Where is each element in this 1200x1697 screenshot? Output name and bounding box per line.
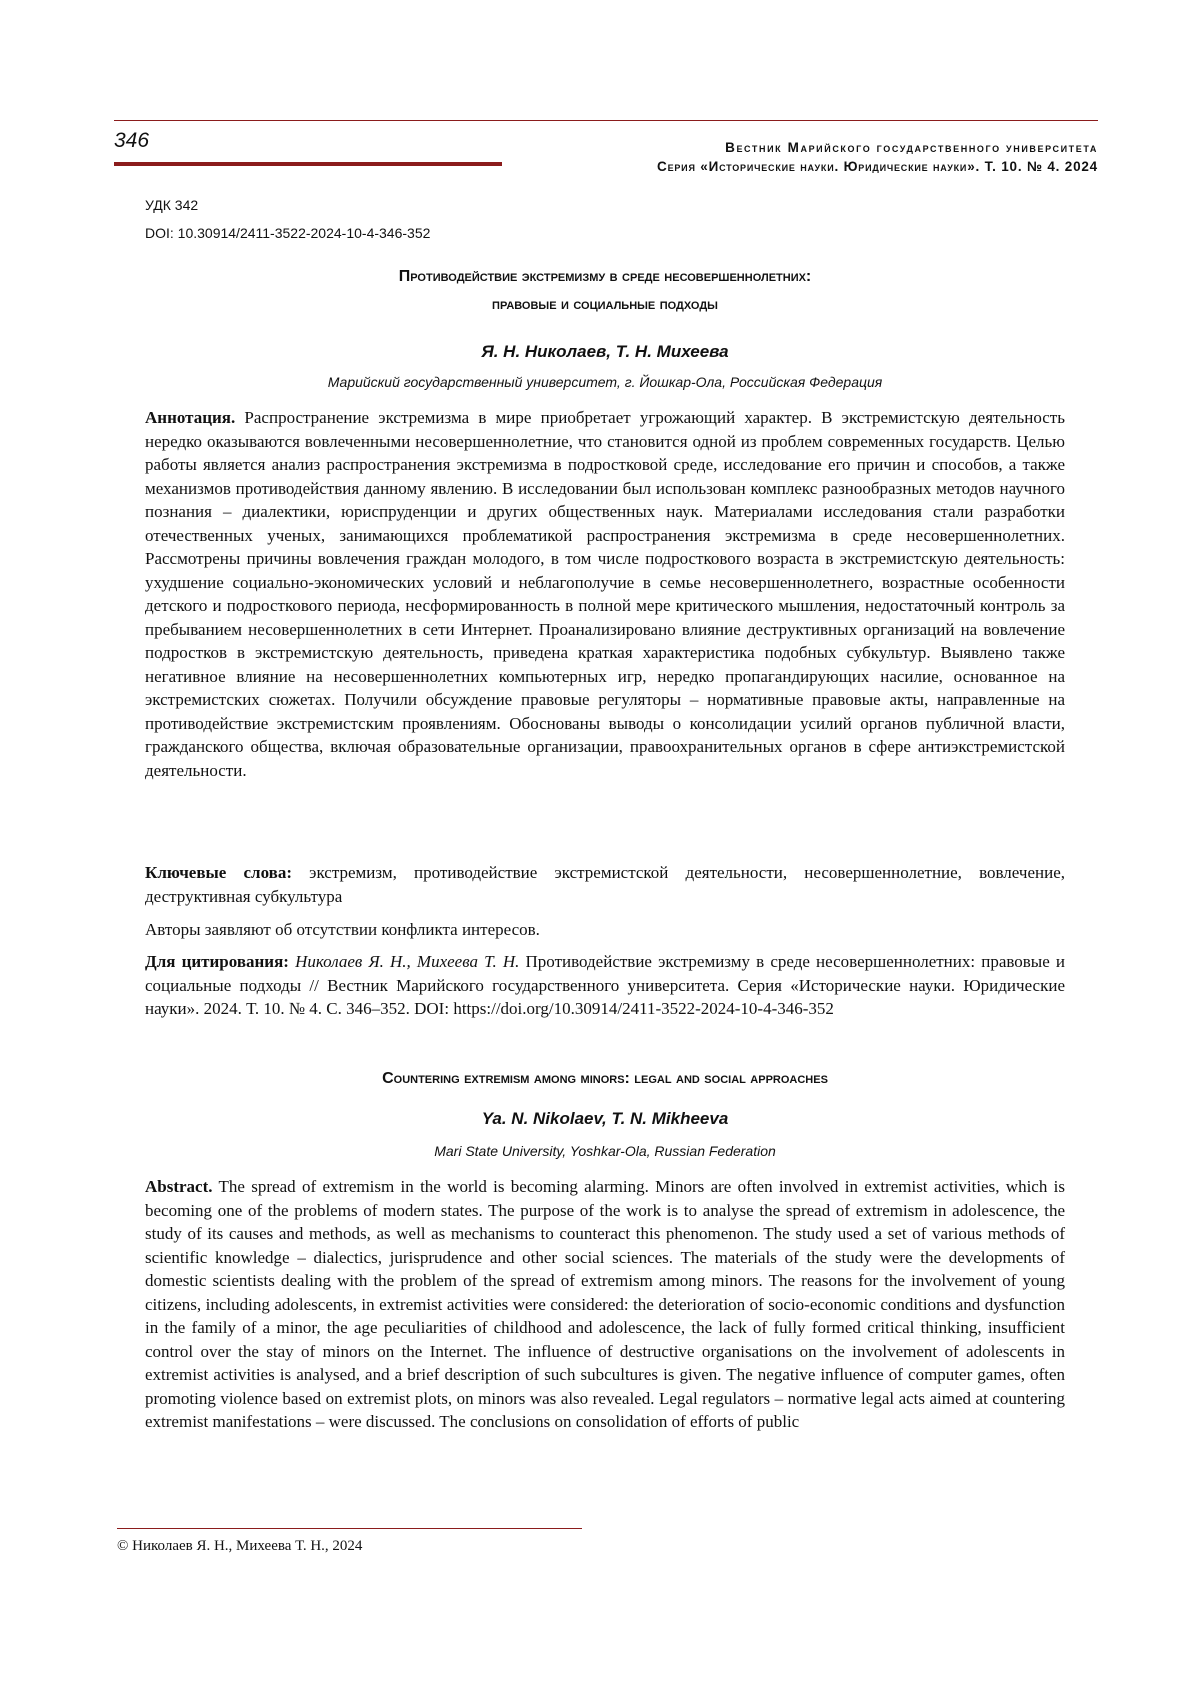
ru-citation-text: Противодействие экстремизму в среде несовершеннолетних: правовые и социальные подходы // Вестник Марийского государственного университета. Серия «Исторические науки. Юридические науки». 2024. Т. 10. № 4. С. 346–352. DOI: https://doi.org/10.30914/2411-3522-2024-10-4-346-352 <box>145 952 1066 1018</box>
en-abstract-label: Abstract. <box>145 1177 213 1196</box>
ru-citation-authors: Николаев Я. Н., Михеева Т. Н. <box>288 952 520 971</box>
doi: DOI: 10.30914/2411-3522-2024-10-4-346-352 <box>145 225 431 241</box>
en-abstract <box>145 1175 1065 1434</box>
page-number: 346 <box>114 129 150 152</box>
ru-conflict-statement: Авторы заявляют об отсутствии конфликта интересов. <box>145 920 540 939</box>
footnote-rule <box>117 1528 582 1529</box>
header-rule <box>114 120 1098 121</box>
copyright-notice: © Николаев Я. Н., Михеева Т. Н., 2024 <box>117 1538 363 1554</box>
ru-citation <box>145 950 1065 1021</box>
ru-keywords-text: экстремизм, противодействие экстремистской деятельности, несовершеннолетние, вовлечение, деструктивная субкультура <box>145 863 1065 906</box>
ru-title-line1: Противодействие экстремизму в среде несовершеннолетних: <box>398 268 812 285</box>
ru-keywords <box>145 861 1065 908</box>
journal-series: Серия «Исторические науки. Юридические науки». Т. 10. № 4. 2024 <box>657 159 1098 174</box>
ru-affiliation: Марийский государственный университет, г. Йошкар-Ола, Российская Федерация <box>327 374 883 390</box>
ru-citation-label: Для цитирования: <box>145 952 289 971</box>
udk-code: УДК 342 <box>145 197 199 213</box>
ru-title-line2: правовые и социальные подходы <box>492 296 718 313</box>
ru-abstract <box>145 406 1065 782</box>
en-abstract-text: The spread of extremism in the world is becoming alarming. Minors are often involved in extremist activities, which is becoming one of the problems of modern states. The purpose of the work is to analyse the spread of extremism in adolescence, the study of its causes and methods, as well as mechanisms to counteract this phenomenon. The study used a set of various methods of scientific knowledge – dialectics, jurisprudence and other social sciences. The materials of the study were the developments of domestic scientists dealing with the problem of the spread of extremism among minors. The reasons for the involvement of young citizens, including adolescents, in extremist activities were considered: the deterioration of socio-economic conditions and dysfunction in the family of a minor, the age peculiarities of childhood and adolescence, the lack of fully formed critical thinking, insufficient control over the stay of minors on the Internet. The influence of destructive organisations on the involvement of adolescents in extremist activities is analysed, and a brief description of such subcultures is given. The negative influence of computer games, often promoting violence based on extremist plots, on minors was also revealed. Legal regulators – normative legal acts aimed at countering extremist manifestations – were discussed. The conclusions on consolidation of efforts of public <box>145 1177 1065 1431</box>
header-thick-rule <box>114 162 502 166</box>
ru-keywords-label: Ключевые слова: <box>145 863 293 882</box>
en-authors: Ya. N. Nikolaev, T. N. Mikheeva <box>481 1109 729 1128</box>
ru-abstract-label: Аннотация. <box>145 408 236 427</box>
en-affiliation: Mari State University, Yoshkar-Ola, Russian Federation <box>434 1143 776 1159</box>
en-title: Countering extremism among minors: legal and social approaches <box>382 1070 828 1087</box>
ru-abstract-text: Распространение экстремизма в мире приобретает угрожающий характер. В экстремистскую деятельность нередко оказываются вовлеченными несовершеннолетние, что становится одной из проблем современных государств. Целью работы является анализ распространения экстремизма в подростковой среде, исследование его причин и способов, а также механизмов противодействия данному явлению. В исследовании был использован комплекс разнообразных методов научного познания – диалектики, юриспруденции и других общественных наук. Материалами исследования стали разработки отечественных ученых, занимающихся проблематикой распространения экстремизма в среде несовершеннолетних. Рассмотрены причины вовлечения граждан молодого, в том числе подросткового возраста в экстремистскую деятельность: ухудшение социально-экономических условий и неблагополучие в семье несовершеннолетнего, возрастные особенности детского и подросткового периода, несформированность в полной мере критического мышления, недостаточный контроль за пребыванием несовершеннолетних в сети Интернет. Проанализировано влияние деструктивных организаций на вовлечение подростков в экстремистскую деятельность, приведена краткая характеристика подобных субкультур. Выявлено также негативное влияние на несовершеннолетних компьютерных игр, нередко пропагандирующих насилие, основанное на экстремистских сюжетах. Получили обсуждение правовые регуляторы – нормативные правовые акты, направленные на противодействие экстремистским проявлениям. Обоснованы выводы о консолидации усилий органов публичной власти, гражданского общества, включая образовательные организации, правоохранительных органов в сфере антиэкстремистской деятельности. <box>145 408 1065 780</box>
ru-authors: Я. Н. Николаев, Т. Н. Михеева <box>481 342 729 361</box>
journal-title: Вестник Марийского государственного университета <box>725 140 1098 155</box>
